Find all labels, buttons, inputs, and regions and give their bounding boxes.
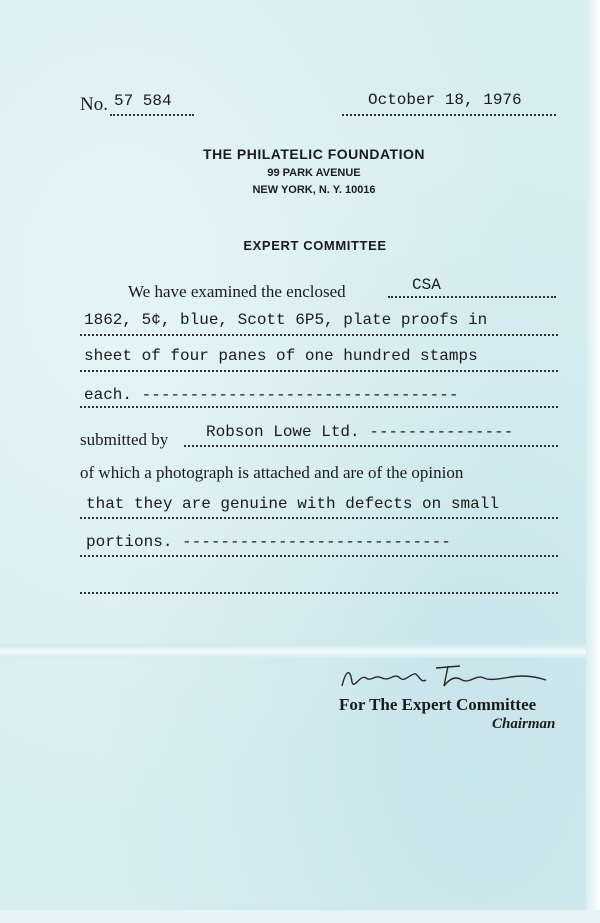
certificate-number: 57 584 [114, 92, 172, 110]
org-name: THE PHILATELIC FOUNDATION [203, 146, 425, 162]
submitter-name: Robson Lowe Ltd. --------------- [206, 423, 514, 441]
opinion-line-1: that they are genuine with defects on small [86, 495, 499, 513]
certificate-date: October 18, 1976 [368, 91, 522, 109]
paper-edge [586, 0, 600, 923]
examined-label: We have examined the enclosed [128, 282, 346, 301]
date-dotted-line [342, 114, 556, 116]
paper-bottom-edge [0, 910, 600, 923]
opinion-line-2-rule [80, 555, 558, 557]
signature-line-chairman: Chairman [492, 716, 556, 732]
submitted-label: submitted by [80, 430, 169, 449]
item-line-4: each. --------------------------------- [84, 386, 459, 404]
blank-rule [80, 592, 558, 594]
signature-line-committee: For The Expert Committee [339, 695, 537, 714]
item-line-2: 1862, 5¢, blue, Scott 6P5, plate proofs in [84, 311, 488, 329]
item-line-2-rule [80, 334, 558, 336]
item-line-1: CSA [412, 276, 441, 294]
committee-title: EXPERT COMMITTEE [243, 238, 387, 253]
item-line-3-rule [80, 370, 558, 372]
org-address-street: 99 PARK AVENUE [267, 167, 361, 179]
opinion-line-1-rule [80, 517, 558, 519]
org-address-city: NEW YORK, N. Y. 10016 [252, 184, 376, 196]
number-label: No. [80, 94, 108, 115]
item-line-4-rule [80, 406, 558, 408]
paper-fold [0, 644, 600, 658]
number-dotted-line [110, 114, 194, 116]
item-line-3: sheet of four panes of one hundred stamps [84, 347, 478, 365]
opinion-line-2: portions. ---------------------------- [86, 533, 451, 551]
item-line-1-rule [388, 296, 556, 298]
handwritten-signature [338, 660, 548, 692]
submitter-rule [184, 445, 558, 447]
opinion-label: of which a photograph is attached and are of the opinion [80, 463, 464, 482]
